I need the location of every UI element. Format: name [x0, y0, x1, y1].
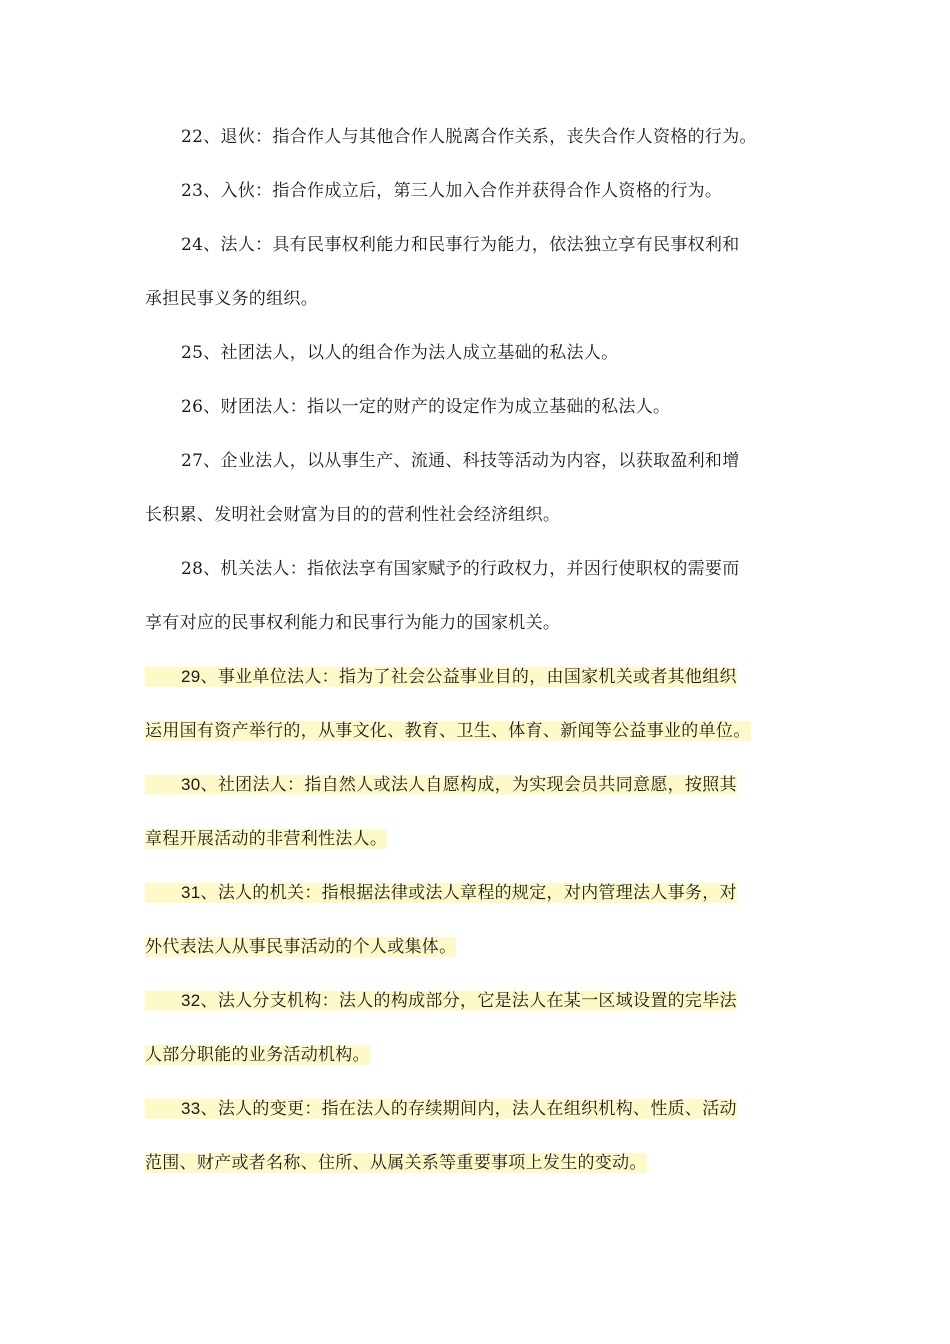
definition-paragraph: [145, 380, 810, 434]
paragraph-first-line: [145, 218, 810, 272]
paragraph-number: 30: [181, 775, 201, 794]
line-text: [181, 397, 670, 417]
paragraph-text: 长积累、发明社会财富为目的的营利性社会经济组织。: [145, 505, 561, 525]
paragraph-text: 、入伙：指合作成立后，第三人加入合作并获得合作人资格的行为。: [203, 181, 723, 201]
definition-paragraph: [145, 218, 810, 326]
paragraph-text: 承担民事义务的组织。: [145, 289, 318, 309]
line-text: [145, 1045, 370, 1065]
paragraph-continuation-line: [145, 488, 810, 542]
line-text: [145, 289, 318, 309]
paragraph-number: 23: [181, 181, 204, 201]
line-text: [181, 181, 722, 201]
paragraph-text: 章程开展活动的非营利性法人。: [145, 829, 388, 849]
paragraph-number: 27: [181, 451, 204, 471]
paragraph-text: 、法人：具有民事权利能力和民事行为能力，依法独立享有民事权利和: [203, 235, 740, 255]
paragraph-text: 、法人的机关：指根据法律或法人章程的规定，对内管理法人事务，对: [200, 883, 737, 903]
paragraph-text: 、事业单位法人：指为了社会公益事业目的，由国家机关或者其他组织: [200, 667, 737, 687]
line-text: [181, 343, 618, 363]
definition-paragraph: [145, 1082, 810, 1190]
paragraph-first-line: [145, 758, 810, 812]
paragraph-first-line: [145, 866, 810, 920]
line-text: [145, 775, 737, 795]
paragraph-text: 、机关法人：指依法享有国家赋予的行政权力，并因行使职权的需要而: [203, 559, 740, 579]
paragraph-text: 、社团法人，以人的组合作为法人成立基础的私法人。: [203, 343, 619, 363]
line-text: [181, 127, 757, 147]
line-text: [145, 505, 560, 525]
line-text: [145, 829, 387, 849]
paragraph-text: 、法人分支机构：法人的构成部分，它是法人在某一区域设置的完毕法: [200, 991, 737, 1011]
definition-paragraph: [145, 434, 810, 542]
line-text: [181, 559, 740, 579]
paragraph-first-line: [145, 110, 810, 164]
line-text: [145, 883, 737, 903]
line-text: [145, 937, 456, 957]
definition-paragraph: [145, 866, 810, 974]
paragraph-text: 外代表法人从事民事活动的个人或集体。: [145, 937, 457, 957]
paragraph-first-line: [145, 380, 810, 434]
paragraph-number: 25: [181, 343, 204, 363]
paragraph-text: 、企业法人，以从事生产、流通、科技等活动为内容，以获取盈利和增: [203, 451, 740, 471]
paragraph-continuation-line: [145, 812, 810, 866]
line-text: [145, 613, 560, 633]
paragraph-number: 32: [181, 991, 201, 1010]
paragraph-first-line: [145, 542, 810, 596]
definition-paragraph: [145, 164, 810, 218]
definition-paragraph: [145, 326, 810, 380]
paragraph-number: 24: [181, 235, 204, 255]
paragraph-first-line: [145, 650, 810, 704]
paragraph-text: 、退伙：指合作人与其他合作人脱离合作关系，丧失合作人资格的行为。: [203, 127, 757, 147]
paragraph-number: 31: [181, 883, 201, 902]
line-text: [145, 667, 737, 687]
paragraph-first-line: [145, 434, 810, 488]
line-text: [145, 991, 737, 1011]
paragraph-first-line: [145, 974, 810, 1028]
paragraph-continuation-line: [145, 704, 810, 758]
paragraph-number: 29: [181, 667, 201, 686]
paragraph-text: 范围、财产或者名称、住所、从属关系等重要事项上发生的变动。: [145, 1153, 647, 1173]
definition-paragraph: [145, 974, 810, 1082]
definition-paragraph: [145, 650, 810, 758]
paragraph-text: 、财团法人：指以一定的财产的设定作为成立基础的私法人。: [203, 397, 671, 417]
definition-paragraph: [145, 758, 810, 866]
definition-paragraph: [145, 110, 810, 164]
line-text: [181, 235, 740, 255]
line-text: [145, 1099, 737, 1119]
paragraph-continuation-line: [145, 920, 810, 974]
paragraph-text: 、法人的变更：指在法人的存续期间内，法人在组织机构、性质、活动: [200, 1099, 737, 1119]
document-body: [145, 110, 810, 1190]
paragraph-continuation-line: [145, 1028, 810, 1082]
line-text: [181, 451, 740, 471]
paragraph-first-line: [145, 164, 810, 218]
paragraph-number: 33: [181, 1099, 201, 1118]
paragraph-text: 运用国有资产举行的，从事文化、教育、卫生、体育、新闻等公益事业的单位。: [145, 721, 751, 741]
paragraph-continuation-line: [145, 1136, 810, 1190]
paragraph-continuation-line: [145, 272, 810, 326]
paragraph-first-line: [145, 1082, 810, 1136]
paragraph-text: 、社团法人：指自然人或法人自愿构成，为实现会员共同意愿，按照其: [200, 775, 737, 795]
line-text: [145, 1153, 647, 1173]
paragraph-text: 享有对应的民事权利能力和民事行为能力的国家机关。: [145, 613, 561, 633]
paragraph-number: 22: [181, 127, 204, 147]
line-text: [145, 721, 751, 741]
paragraph-number: 28: [181, 559, 204, 579]
definition-paragraph: [145, 542, 810, 650]
paragraph-text: 人部分职能的业务活动机构。: [145, 1045, 370, 1065]
paragraph-number: 26: [181, 397, 204, 417]
paragraph-continuation-line: [145, 596, 810, 650]
paragraph-first-line: [145, 326, 810, 380]
